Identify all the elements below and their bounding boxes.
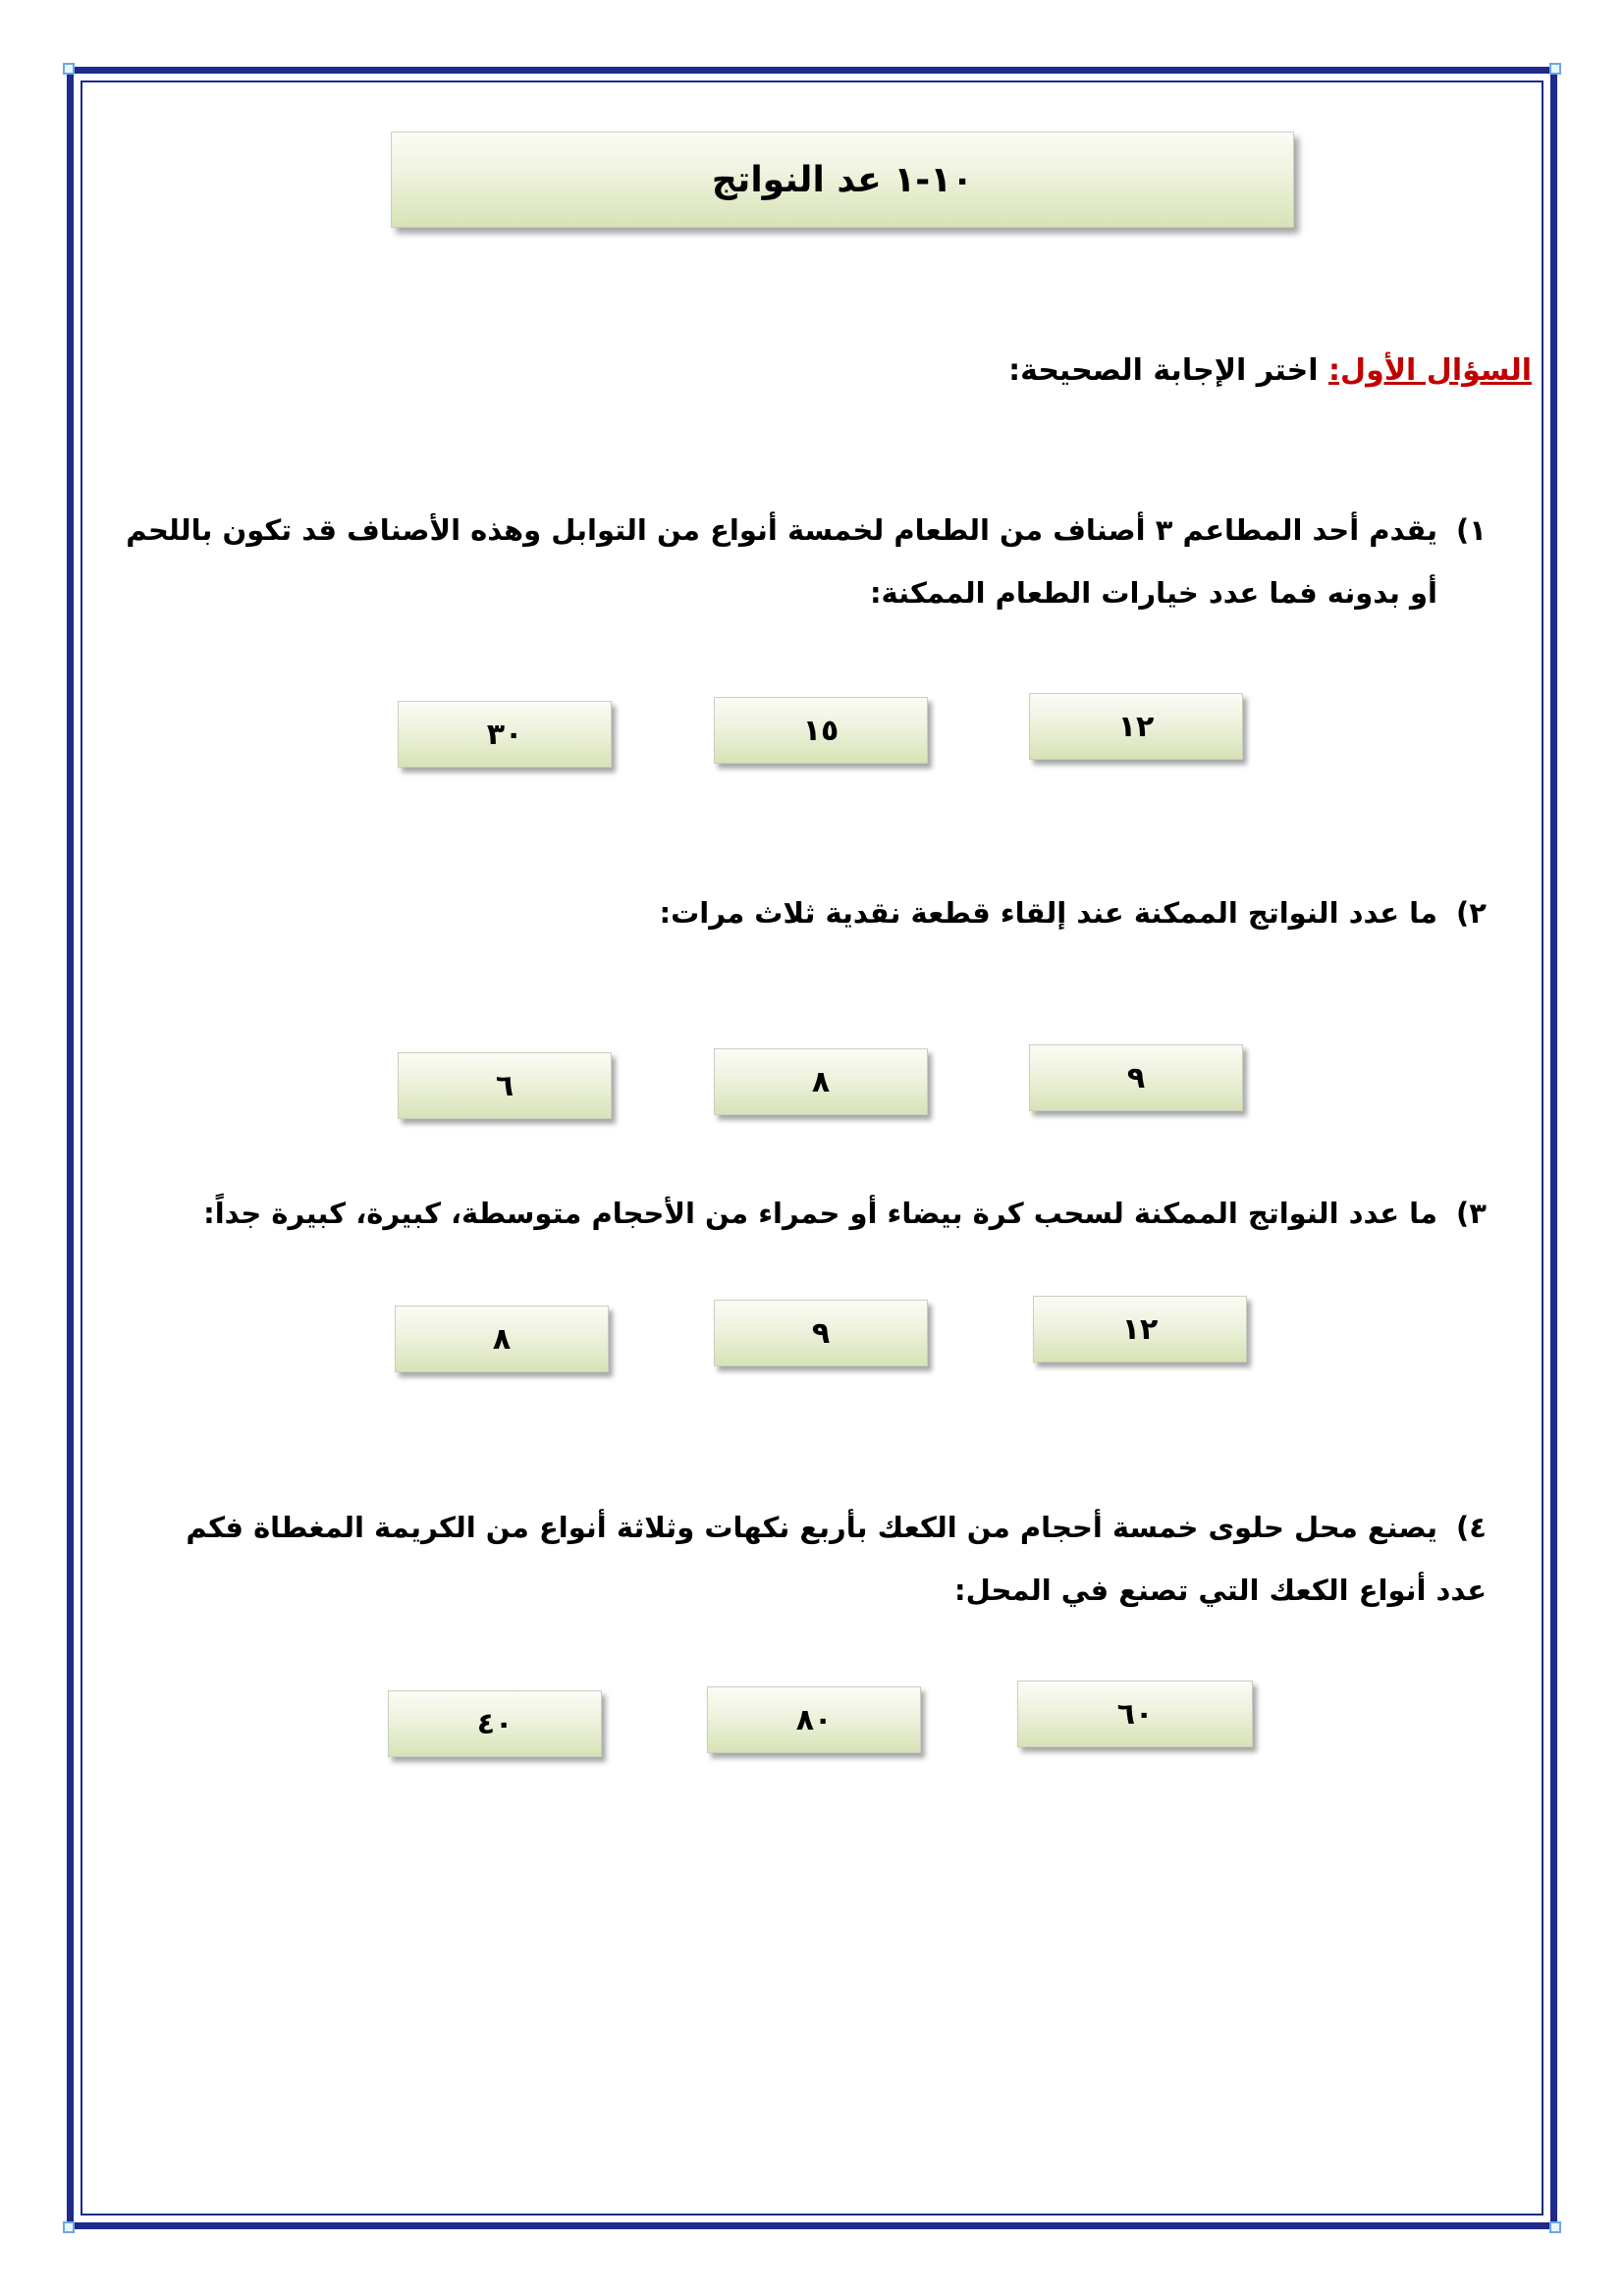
border-corner bbox=[1549, 2221, 1561, 2233]
section-label: السؤال الأول: bbox=[1328, 353, 1532, 388]
q2-option-2[interactable]: ٨ bbox=[714, 1048, 928, 1115]
question-1-line1 bbox=[126, 513, 1487, 547]
q3-option-1[interactable]: ١٢ bbox=[1033, 1296, 1247, 1362]
question-2-text: ما عدد النواتج الممكنة عند إلقاء قطعة نقدية ثلاث مرات: bbox=[659, 896, 1437, 930]
question-3 bbox=[203, 1182, 1487, 1245]
border-corner bbox=[63, 2221, 75, 2233]
q4-option-1[interactable]: ٦٠ bbox=[1017, 1681, 1253, 1747]
section-heading bbox=[1008, 353, 1532, 388]
question-3-text: ما عدد النواتج الممكنة لسحب كرة بيضاء أو حمراء من الأحجام متوسطة، كبيرة، كبيرة جداً: bbox=[203, 1197, 1437, 1230]
question-2-line1 bbox=[660, 896, 1487, 930]
q4-option-2[interactable]: ٨٠ bbox=[707, 1686, 921, 1753]
q2-option-1[interactable]: ٩ bbox=[1029, 1044, 1243, 1111]
question-3-line1 bbox=[203, 1197, 1487, 1230]
q1-option-2[interactable]: ١٥ bbox=[714, 697, 928, 764]
page-title: ١٠-١ عد النواتج bbox=[711, 159, 974, 200]
question-4-text: يصنع محل حلوى خمسة أحجام من الكعك بأربع نكهات وثلاثة أنواع من الكريمة المغطاة فكم bbox=[186, 1511, 1437, 1544]
q4-option-3[interactable]: ٤٠ bbox=[388, 1690, 602, 1757]
question-4-number: ٤) bbox=[1456, 1511, 1487, 1544]
q3-option-3[interactable]: ٨ bbox=[395, 1306, 609, 1372]
question-4-line1 bbox=[186, 1511, 1487, 1544]
section-instruction: اختر الإجابة الصحيحة: bbox=[1008, 353, 1319, 388]
border-corner bbox=[1549, 63, 1561, 75]
question-1-number: ١) bbox=[1456, 513, 1487, 547]
q1-option-3[interactable]: ٣٠ bbox=[398, 701, 612, 768]
question-4 bbox=[186, 1496, 1487, 1622]
border-corner bbox=[63, 63, 75, 75]
question-2 bbox=[660, 881, 1487, 944]
q1-option-1[interactable]: ١٢ bbox=[1029, 693, 1243, 760]
page-border-inner bbox=[81, 80, 1543, 2216]
question-1-text: يقدم أحد المطاعم ٣ أصناف من الطعام لخمسة أنواع من التوابل وهذه الأصناف قد تكون باللحم bbox=[126, 513, 1437, 547]
title-box bbox=[391, 132, 1294, 228]
question-3-number: ٣) bbox=[1456, 1197, 1487, 1230]
question-2-number: ٢) bbox=[1456, 896, 1487, 930]
q3-option-2[interactable]: ٩ bbox=[714, 1300, 928, 1366]
question-4-line2: عدد أنواع الكعك التي تصنع في المحل: bbox=[954, 1574, 1487, 1607]
question-1-line2: أو بدونه فما عدد خيارات الطعام الممكنة: bbox=[869, 576, 1437, 610]
question-1 bbox=[126, 499, 1487, 624]
q2-option-3[interactable]: ٦ bbox=[398, 1052, 612, 1119]
